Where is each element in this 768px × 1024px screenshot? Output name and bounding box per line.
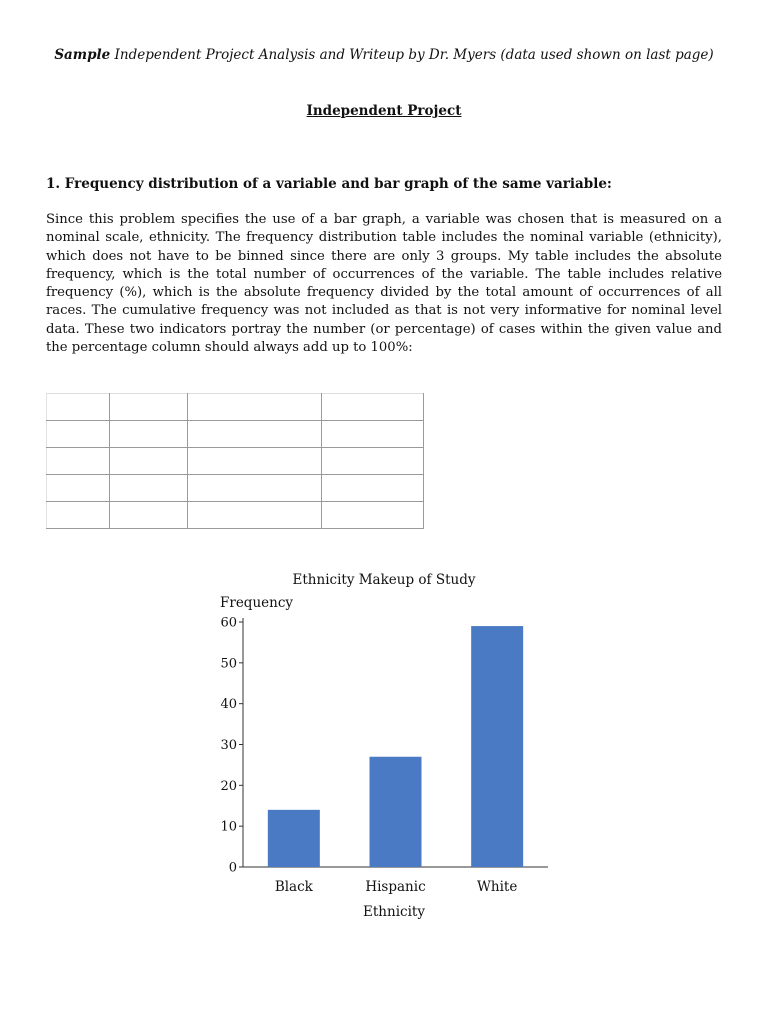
table-row	[47, 394, 424, 421]
table-cell	[47, 502, 110, 529]
table-row	[47, 475, 424, 502]
y-tick-label: 0	[228, 860, 237, 876]
table-cell	[322, 502, 424, 529]
table-row	[47, 448, 424, 475]
frequency-table	[46, 393, 424, 529]
section-heading: 1. Frequency distribution of a variable and bar graph of the same variable:	[46, 176, 612, 192]
x-tick-label: Black	[274, 879, 313, 895]
y-tick-label: 30	[220, 738, 237, 753]
table-row	[47, 421, 424, 448]
table-cell	[47, 421, 110, 448]
bar-white	[471, 626, 523, 867]
table-cell	[110, 475, 188, 502]
table-cell	[322, 421, 424, 448]
y-axis-label: Frequency	[220, 595, 294, 611]
table-cell	[188, 448, 322, 475]
table-cell	[110, 448, 188, 475]
document-title: Independent Project	[306, 103, 462, 119]
header-emphasis: Sample	[54, 47, 111, 63]
table-cell	[188, 475, 322, 502]
chart-title: Ethnicity Makeup of Study	[292, 572, 476, 588]
table-row	[47, 502, 424, 529]
table-cell	[110, 421, 188, 448]
bar-hispanic	[370, 757, 422, 867]
y-tick-label: 50	[220, 656, 237, 672]
x-tick-label: Hispanic	[365, 879, 426, 895]
table-cell	[188, 502, 322, 529]
y-tick-label: 40	[220, 697, 237, 713]
table-cell	[110, 394, 188, 421]
page-header	[0, 47, 768, 63]
table-cell	[322, 475, 424, 502]
bar-black	[268, 810, 320, 867]
table-cell	[47, 394, 110, 421]
y-tick-label: 10	[220, 819, 237, 835]
bar-chart	[196, 560, 568, 930]
table-cell	[110, 502, 188, 529]
body-paragraph: Since this problem specifies the use of a bar graph, a variable was chosen that is measured on a nominal scale, ethnicity. The frequency distribution table includes the nominal variable (ethnicity), which does not have to be binned since there are only 3 groups. My table includes the absolute frequency, which is the total number of occurrences of the variable. The table includes relative frequency (%), which is the absolute frequency divided by the total amount of occurrences of all races. The cumulative frequency was not included as that is not very informative for nominal level data. These two indicators portray the number (or percentage) of cases within the given value and the percentage column should always add up to 100%:	[46, 212, 722, 356]
header-text: Independent Project Analysis and Writeup by Dr. Myers (data used shown on last page)	[110, 47, 714, 63]
table-cell	[47, 448, 110, 475]
table-cell	[47, 475, 110, 502]
table-cell	[188, 421, 322, 448]
y-tick-label: 20	[220, 778, 237, 794]
table-cell	[322, 448, 424, 475]
x-tick-label: White	[477, 879, 518, 895]
x-axis-label: Ethnicity	[363, 904, 425, 920]
table-cell	[188, 394, 322, 421]
table-cell	[322, 394, 424, 421]
y-tick-label: 60	[220, 615, 237, 631]
